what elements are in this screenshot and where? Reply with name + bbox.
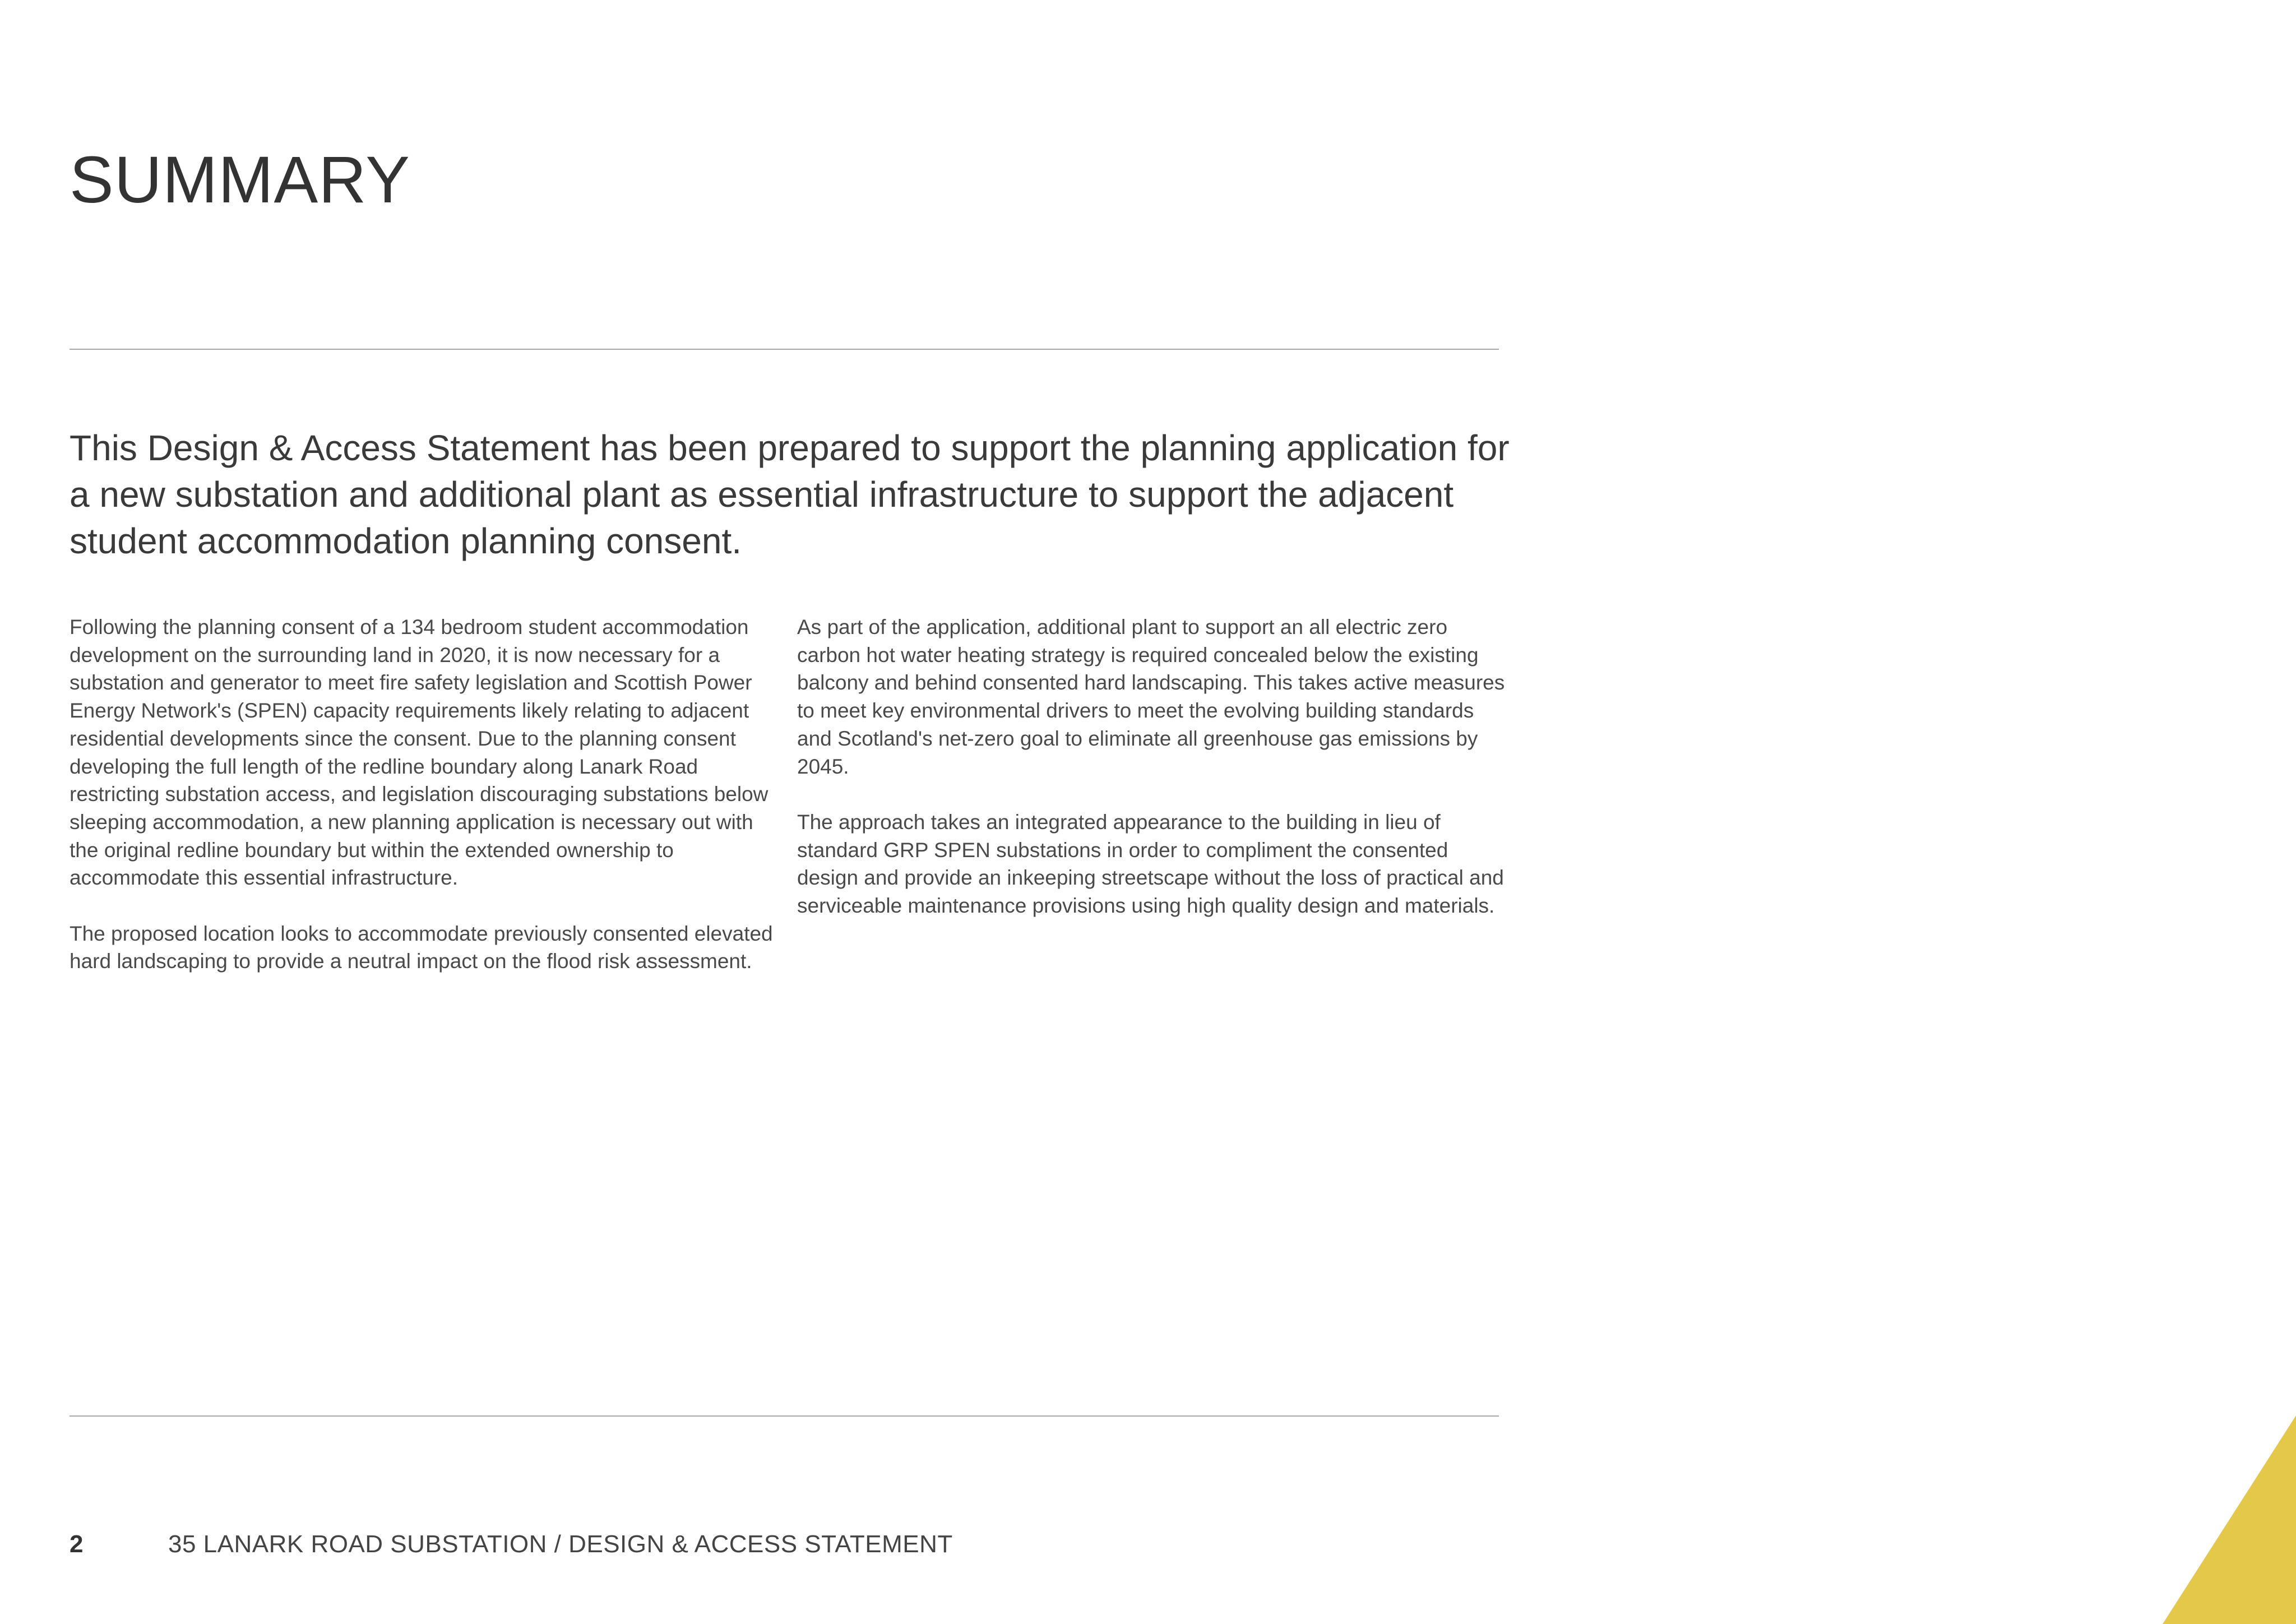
body-paragraph: The proposed location looks to accommodate previously consented elevated hard landscaping to provide a neutral impact on the flood risk assessment. xyxy=(70,922,773,973)
bottom-divider xyxy=(70,1415,1499,1417)
right-column xyxy=(797,613,1509,947)
corner-triangle-decoration xyxy=(2163,1415,2296,1624)
page-title: SUMMARY xyxy=(70,143,411,217)
left-column xyxy=(70,613,776,1003)
document-title: 35 LANARK ROAD SUBSTATION / DESIGN & ACCESS STATEMENT xyxy=(168,1530,953,1558)
page-number: 2 xyxy=(70,1530,84,1558)
body-paragraph: As part of the application, additional plant to support an all electric zero carbon hot water heating strategy is required concealed below the existing balcony and behind consented hard landscaping. This takes active measures to meet key environmental drivers to meet the evolving building standards and Scotland's net-zero goal to eliminate all greenhouse gas emissions by 2045. xyxy=(797,616,1505,778)
top-divider xyxy=(70,349,1499,350)
body-paragraph: Following the planning consent of a 134 bedroom student accommodation development on the surrounding land in 2020, it is now necessary for a substation and generator to meet fire safety legislation and Scottish Power Energy Network's (SPEN) capacity requirements likely relating to adjacent residential developments since the consent. Due to the planning consent developing the full length of the redline boundary along Lanark Road restricting substation access, and legislation discouraging substations below sleeping accommodation, a new planning application is necessary out with the original redline boundary but within the extended ownership to accommodate this essential infrastructure. xyxy=(70,616,769,890)
body-paragraph: The approach takes an integrated appearance to the building in lieu of standard GRP SPEN substations in order to compliment the consented design and provide an inkeeping streetscape without the loss of practical and serviceable maintenance provisions using high quality design and materials. xyxy=(797,810,1504,918)
intro-paragraph: This Design & Access Statement has been prepared to support the planning application for a new substation and additional plant as essential infrastructure to support the adjacent student accommodation planning consent. xyxy=(70,428,1510,561)
accent-triangle xyxy=(2163,1415,2296,1624)
